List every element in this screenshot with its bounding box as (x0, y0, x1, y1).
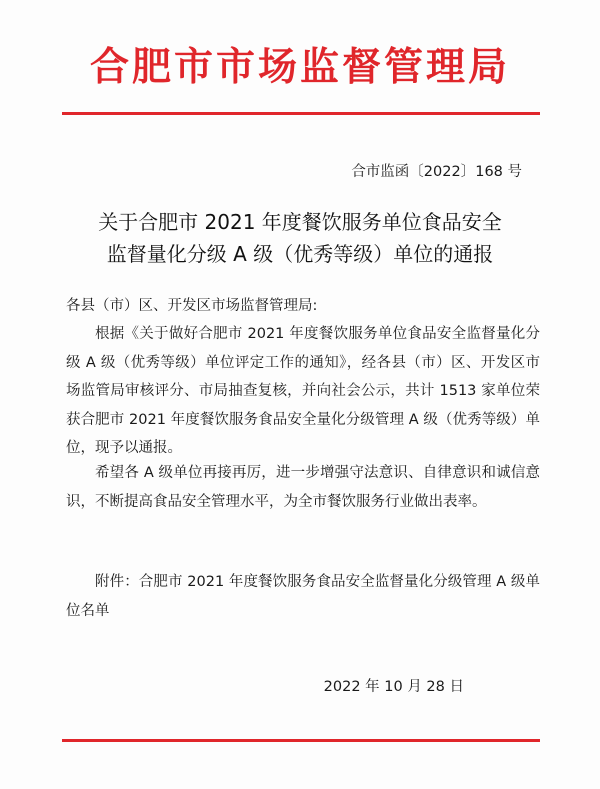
attachment-note (66, 568, 540, 625)
paragraph-1-text: 根据《关于做好合肥市 2021 年度餐饮服务单位食品安全监督量化分级 A 级（优秀等级）单位评定工作的通知》，经各县（市）区、开发区市场监管局审核评分、市局抽查复核，并向社会公示，共计 1513 家单位荣获合肥市 2021 年度餐饮服务食品安全量化分级管理 A 级（优秀等级）单位，现予以通报。 (66, 326, 540, 456)
masthead-red-rule (62, 112, 540, 115)
title-line-1: 关于合肥市 2021 年度餐饮服务单位食品安全 (98, 210, 502, 234)
issuer-masthead: 合肥市市场监督管理局 (89, 45, 510, 90)
footer-red-rule (62, 739, 540, 742)
document-title (60, 206, 540, 270)
issue-date: 2022 年 10 月 28 日 (323, 679, 464, 695)
body-paragraph-2 (66, 459, 540, 516)
document-number: 合市监函〔2022〕168 号 (351, 164, 522, 180)
salutation: 各县（市）区、开发区市场监督管理局: (66, 298, 318, 314)
paragraph-2-text: 希望各 A 级单位再接再厉，进一步增强守法意识、自律意识和诚信意识，不断提高食品安全管理水平，为全市餐饮服务行业做出表率。 (66, 465, 540, 510)
attachment-text: 附件：合肥市 2021 年度餐饮服务食品安全监督量化分级管理 A 级单位名单 (66, 574, 540, 619)
title-line-2: 监督量化分级 A 级（优秀等级）单位的通报 (106, 242, 494, 266)
body-paragraph-1 (66, 320, 540, 463)
